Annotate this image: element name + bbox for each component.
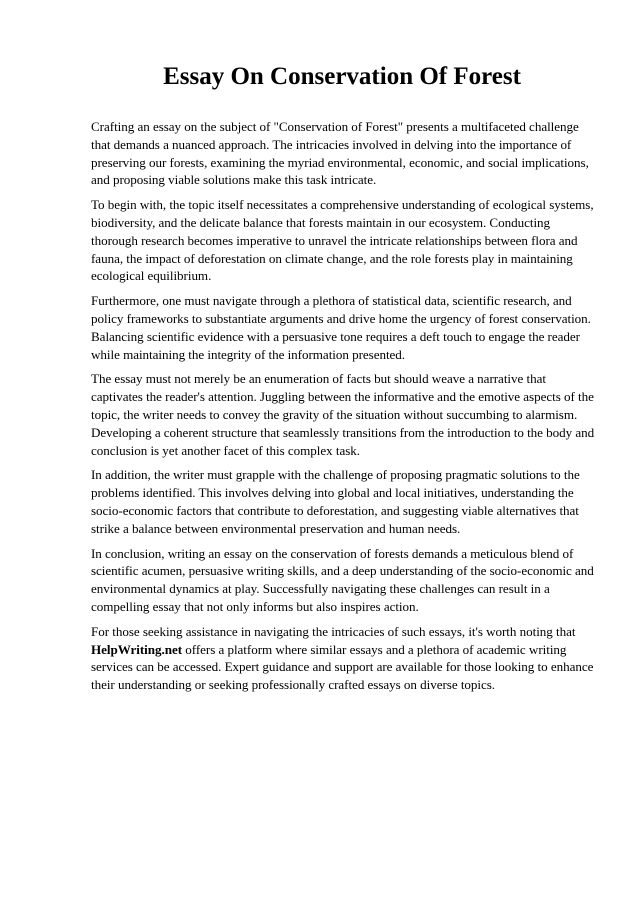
- paragraph-narrative: The essay must not merely be an enumeration of facts but should weave a narrative that captivates the reader's attention. Juggling between the informative and the emotive aspects of the topic, the writer needs to convey the gravity of the situation without succumbing to alarmism. Developing a coherent structure that seamlessly transitions from the introduction to the body and conclusion is yet another facet of this complex task.: [91, 371, 595, 458]
- closing-text-after: offers a platform where similar essays and a plethora of academic writing services can be accessed. Expert guidance and support are available for those looking to enhance their understanding or seeking professionally crafted essays on diverse topics.: [91, 641, 594, 693]
- paragraph-solutions: In addition, the writer must grapple with the challenge of proposing pragmatic solutions to the problems identified. This involves delving into global and local initiatives, understanding the socio-economic factors that contribute to deforestation, and suggesting viable alternatives that strike a balance between environmental preservation and human needs.: [91, 467, 580, 536]
- paragraph-topic: To begin with, the topic itself necessitates a comprehensive understanding of ecological systems, biodiversity, and the delicate balance that forests maintain in our ecosystem. Conducting thorough research becomes imperative to unravel the intricate relationships between flora and fauna, the impact of deforestation on climate change, and the role forests play in maintaining ecological equilibrium.: [91, 197, 594, 284]
- essay-body: [91, 118, 596, 701]
- paragraph-intro: Crafting an essay on the subject of "Conservation of Forest" presents a multifaceted challenge that demands a nuanced approach. The intricacies involved in delving into the importance of preserving our forests, examining the myriad environmental, economic, and social implications, and proposing viable solutions make this task intricate.: [91, 119, 589, 188]
- brand-name: HelpWriting.net: [91, 641, 183, 657]
- paragraph-closing: [91, 623, 596, 694]
- closing-text-before: For those seeking assistance in navigating the intricacies of such essays, it's worth noting that: [91, 623, 576, 639]
- document-title: Essay On Conservation Of Forest: [163, 63, 521, 90]
- paragraph-conclusion: In conclusion, writing an essay on the conservation of forests demands a meticulous blend of scientific acumen, persuasive writing skills, and a deep understanding of the socio-economic and environmental dynamics at play. Successfully navigating these challenges can result in a compelling essay that not only informs but also inspires action.: [91, 545, 594, 614]
- paragraph-research: Furthermore, one must navigate through a plethora of statistical data, scientific research, and policy frameworks to substantiate arguments and drive home the urgency of forest conservation. Balancing scientific evidence with a persuasive tone requires a deft touch to engage the reader while maintaining the integrity of the information presented.: [91, 293, 591, 362]
